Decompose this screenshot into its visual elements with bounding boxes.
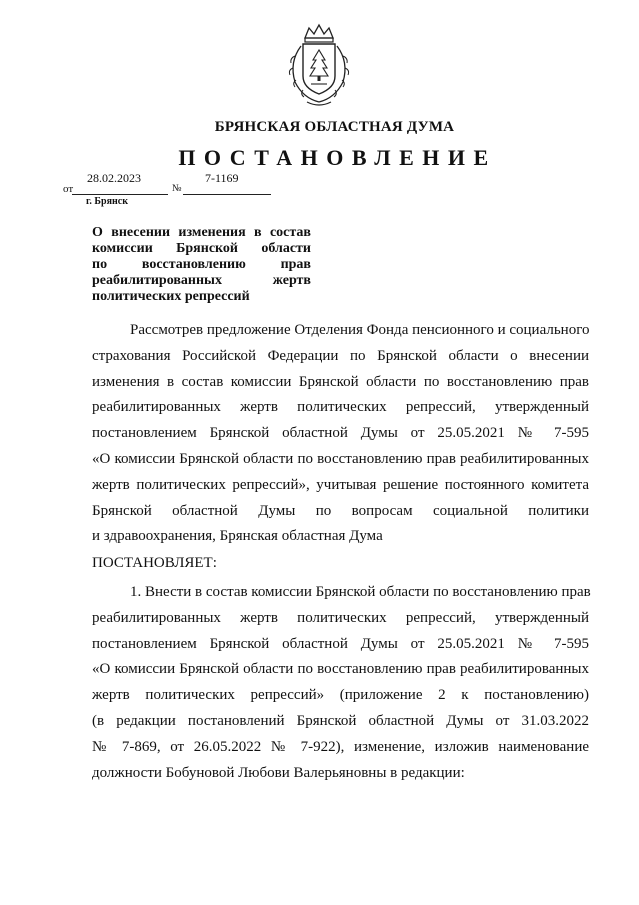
subject-line: комиссии Брянской области	[92, 241, 311, 256]
paragraph-line: жертв политических репрессий» (приложение 2 к постановлению)	[92, 687, 589, 704]
paragraph-line: постановлением Брянской областной Думы от 25.05.2021 № 7-595	[92, 635, 589, 652]
subject-line: реабилитированных жертв	[92, 273, 311, 288]
number-underline	[183, 194, 271, 195]
paragraph-line: (в редакции постановлений Брянской областной Думы от 31.03.2022	[92, 712, 589, 729]
paragraph-line: и здравоохранения, Брянская областная Дума	[92, 528, 383, 545]
paragraph-line: Брянской областной Думы по вопросам социальной политики	[92, 502, 589, 519]
date-underline	[72, 194, 168, 195]
paragraph-line: изменения в состав комиссии Брянской области по восстановлению прав	[92, 373, 589, 390]
bryansk-coat-of-arms-icon	[283, 22, 355, 108]
organization-title: БРЯНСКАЯ ОБЛАСТНАЯ ДУМА	[214, 119, 455, 135]
subject-line: политических репрессий	[92, 289, 250, 304]
preamble-paragraph	[92, 318, 589, 550]
resolution-item-1	[92, 580, 589, 786]
subject-line: О внесении изменения в состав	[92, 225, 311, 240]
paragraph-line: страхования Российской Федерации по Брянской области о внесении	[92, 347, 589, 364]
paragraph-line: должности Бобуновой Любови Валерьяновны в редакции:	[92, 764, 465, 781]
paragraph-line: 1. Внести в состав комиссии Брянской области по восстановлению прав	[130, 584, 591, 600]
paragraph-line: Рассмотрев предложение Отделения Фонда пенсионного и социального	[130, 322, 590, 338]
document-number: 7-1169	[205, 171, 239, 185]
paragraph-line: «О комиссии Брянской области по восстановлению прав реабилитированных	[92, 661, 589, 678]
paragraph-line: реабилитированных жертв политических репрессий, утвержденный	[92, 399, 589, 416]
resolves-heading: ПОСТАНОВЛЯЕТ:	[92, 555, 217, 571]
document-subject	[92, 225, 311, 305]
subject-line: по восстановлению прав	[92, 257, 311, 272]
paragraph-line: постановлением Брянской областной Думы от 25.05.2021 № 7-595	[92, 425, 589, 442]
number-label: №	[172, 183, 182, 194]
paragraph-line: реабилитированных жертв политических репрессий, утвержденный	[92, 609, 589, 626]
paragraph-line: № 7-869, от 26.05.2022 № 7-922), изменение, изложив наименование	[92, 738, 589, 755]
paragraph-line: жертв политических репрессий», учитывая решение постоянного комитета	[92, 476, 589, 493]
document-type-heading: ПОСТАНОВЛЕНИЕ	[178, 145, 497, 170]
city-label: г. Брянск	[86, 196, 128, 207]
date-label: от	[63, 183, 74, 195]
document-date: 28.02.2023	[87, 171, 141, 185]
paragraph-line: «О комиссии Брянской области по восстановлению прав реабилитированных	[92, 450, 589, 467]
